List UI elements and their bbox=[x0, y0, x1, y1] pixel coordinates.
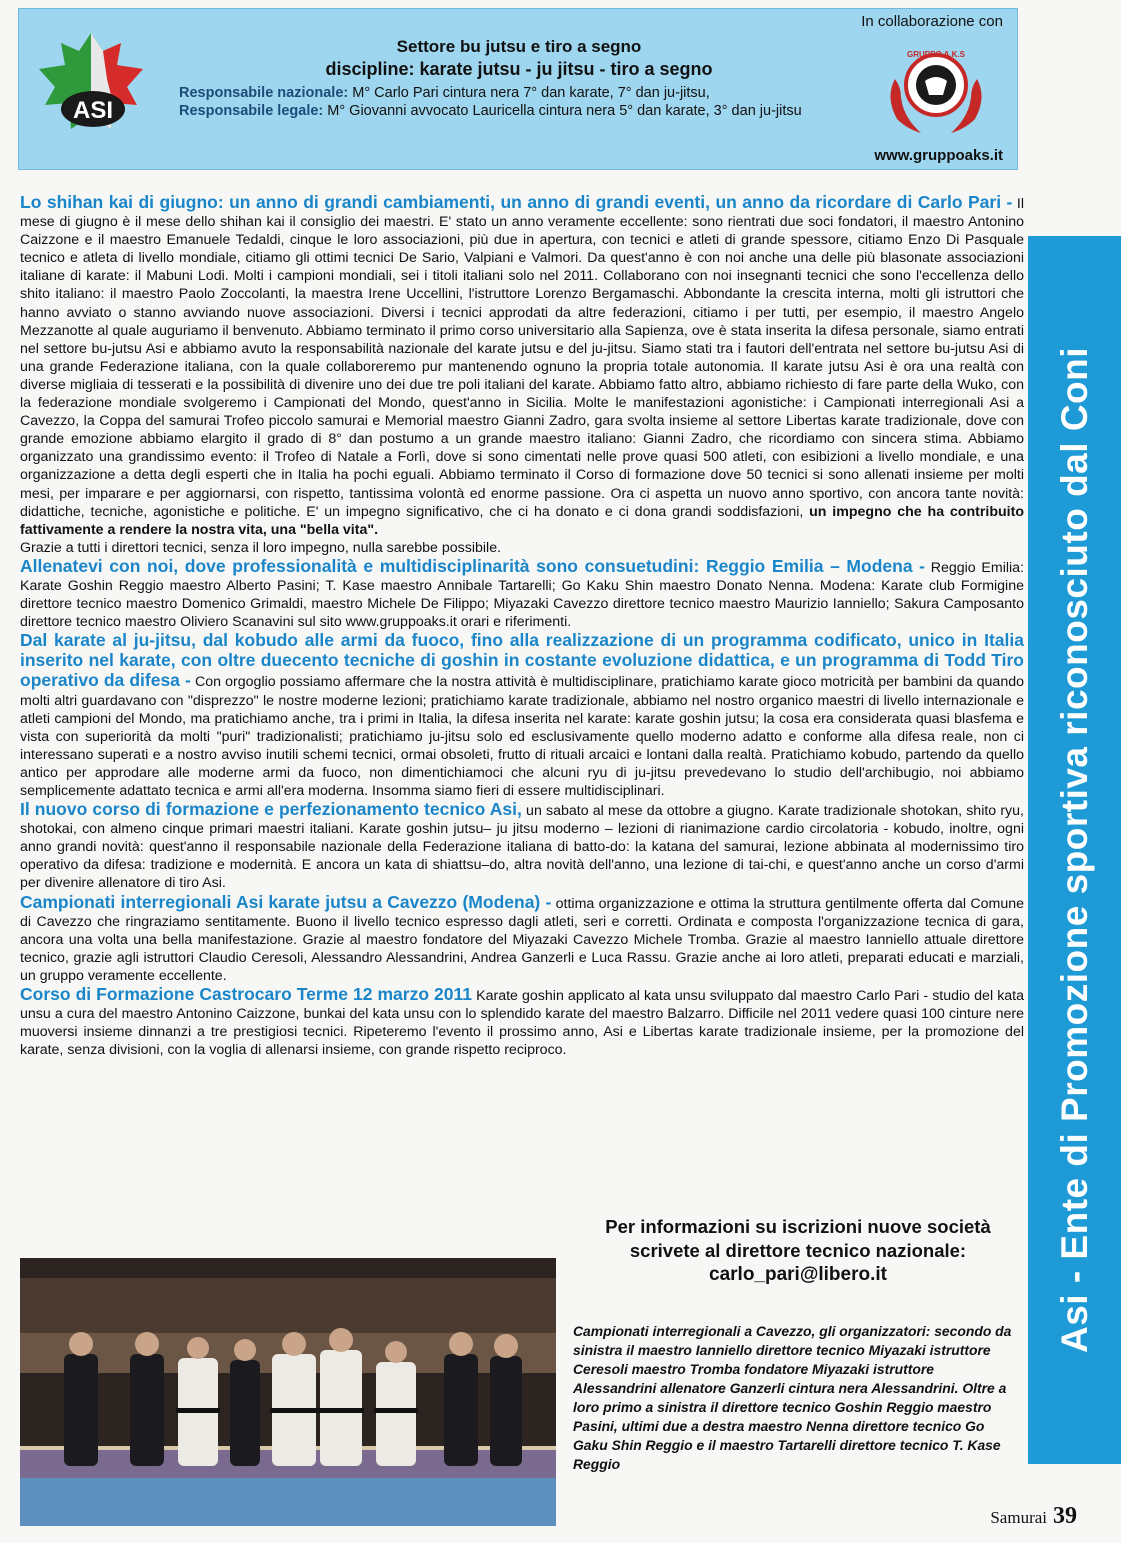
info-line-1: Per informazioni su iscrizioni nuove società bbox=[605, 1216, 991, 1237]
section-text: Karate goshin applicato al kata unsu sviluppato dal maestro Carlo Pari - studio del kata unsu a cura del maestro Antonino Caizzone, bunkai del kata unsu con lo splendido karate del maestro Balzarro. Difficile nel 2011 vedere quasi 100 cinture nere muoversi insieme dinnanzi a tre prestigiosi tecnici. Ripeteremo l'evento il prossimo anno, Asi e Libertas karate tradizionale insieme, per la promozione del karate, senza divisioni, con la voglia di allenarsi insieme, con grande rispetto reciproco. bbox=[20, 988, 1025, 1059]
resp-legale-label: Responsabile legale: bbox=[179, 103, 324, 119]
section-shihan-kai bbox=[20, 193, 1024, 539]
photo-caption: Campionati interregionali a Cavezzo, gli organizzatori: secondo da sinistra il maestro Ianniello direttore tecnico Miyazaki istruttore Ceresoli maestro Tromba fondatore Miyazaki istruttore Alessandrini allenatore Ganzerli cintura nera Alessandrini. Oltre a loro primo a sinistra il direttore tecnico Goshin Reggio maestro Pasini, ultimi due a destra maestro Nenna direttore tecnico Go Gaku Shin Reggio e il maestro Tartarelli direttore tecnico T. Kase Reggio bbox=[573, 1323, 1012, 1472]
section-campionati bbox=[20, 893, 1024, 985]
section-allenatevi bbox=[20, 557, 1024, 631]
header-disciplines: discipline: karate jutsu - ju jitsu - tiro a segno bbox=[325, 59, 713, 79]
side-band bbox=[1028, 236, 1121, 1464]
contact-email[interactable]: carlo_pari@libero.it bbox=[709, 1264, 887, 1285]
header-title: Settore bu jutsu e tiro a segno bbox=[396, 37, 642, 56]
info-line-2: scrivete al direttore tecnico nazionale: bbox=[629, 1240, 967, 1261]
resp-nazionale-text: M° Carlo Pari cintura nera 7° dan karate, 7° dan ju-jitsu, bbox=[352, 85, 710, 101]
magazine-name: Samurai bbox=[990, 1508, 1047, 1527]
section-heading: Corso di Formazione Castrocaro Terme 12 marzo 2011 bbox=[20, 984, 473, 1005]
svg-text:GRUPPO A.K.S: GRUPPO A.K.S bbox=[907, 50, 965, 59]
page-number: 39 bbox=[1053, 1503, 1077, 1529]
info-block bbox=[580, 1215, 1016, 1287]
section-text: Con orgoglio possiamo affermare che la nostra attività è multidisciplinare, pratichiamo karate gioco motricità per bambini da quando molti altri guardavano con "disprezzo" le nostre moderne lezioni; pratichiamo karate tradizionale, abbiamo nel nostro organico maestri di livello internazionale e atleti campioni del Mondo, ma pratichiamo anche, tra i primi in Italia, la difesa inserita nel karate: karate goshin jutsu; la cosa era considerata quasi blasfema e vista con superiorità da molti "puri" tradizionalisti; pratichiamo ju-jitsu solo ed esclusivamente quello moderno adatto e conforme alla difesa reale, non ci interessano superati e a nostro avviso inutili schemi tecnici, ormai obsoleti, frutto di rituali arcaici e lontani dalla realtà. Pratichiamo kobudo, partendo da quello antico per approdare alle moderne armi da fuoco, non dimentichiamoci che alcuni ryu di ju-jitsu prevedevano lo studio dell'archibugio, noi abbiamo semplicemente adattato tecnica e armi all'era moderna. Insomma siamo fieri di essere multidisciplinari. bbox=[20, 674, 1024, 799]
section-text: Il mese di giugno è il mese dello shihan kai il consiglio dei maestri. E' stato un anno veramente eccellente: sono rientrati due soci fondatori, il maestro Antonino Caizzone e il maestro Emanuele Tedaldi, cinque le loro associazioni, più due in apertura, con tecnici e atleti di grande spessore, citiamo Enzo Di Pasquale tecnico e atleta di livello mondiale, citiamo gli ottimi tecnici De Sario, Valpiani e Valmori. Da quest'anno è con noi anche una delle più blasonate associazioni italiane di karate: il Mabuni Lodi. Molti i campioni mondiali, sei i titoli italiani solo nel 2011. Collaborano con noi insegnanti tecnici che sono l'eccellenza dello shito italiano: il maestro Paolo Zoccolanti, la maestra Irene Uccellini, l'istruttore Lorenzo Bergamaschi. Abbondante la crescita interna, molti gli istruttori che hanno avviato o stanno avviando nuove associazioni. Diversi i tecnici approdati da altre federazioni, citiamo i per tutti, per esempio, il maestro Angelo Mezzanotte al quale auguriamo il benvenuto. Abbiamo terminato il primo corso universitario alla Sapienza, ove è stata inserita la difesa personale, siamo entrati nel settore bu-jutsu Asi e abbiamo avuto la responsabilità nazionale del karate jutsu e del ju-jitsu. Siamo stati tra i fautori dell'entrata nel settore bu-jutsu Asi di una grande Federazione italiana, con la quale collaboreremo pur mantenendo ognuno la propria totale autonomia. Il karate jutsu Asi è ora una realtà con diverse migliaia di tesserati e la possibilità di divenire uno dei due tre poli italiani del karate. Abbiamo fatto altro, abbiamo richiesto di fare parte della Wuko, con la federazione mondiale svolgeremo i Campionati del Mondo, quest'anno in Sicilia. Molte le manifestazioni agonistiche: i Campionati interregionali Asi a Cavezzo, la Coppa del samurai Trofeo piccolo samurai e Memorial maestro Gianni Zadro, gara svolta insieme al settore Libertas karate tradizionale, dove con grande emozione abbiamo elargito il grado di 8° dan postumo a un grande maestro italiano: Gianni Zadro, che ricordiamo con sincera stima. Abbiamo organizzato una grandissimo evento: il Trofeo di Natale a Forlì, dove si sono cimentati nelle prove quasi 500 atleti, con esibizioni a livello mondiale, e una organizzazione a detta degli esperti che in Italia ha pochi eguali. Abbiamo terminato il Corso di formazione dove 50 tecnici si sono allenati insieme per molti mesi, per imparare e per aggiornarsi, con rispetto, tantissima volontà ed enorme passione. Ora ci aspetta un nuovo anno sportivo, con ancora tante novità: didattiche, tecniche, agonistiche e politiche. E' un impegno significativo, che ci ha donato e ci dona grandi soddisfazioni, bbox=[20, 196, 1024, 520]
resp-nazionale-label: Responsabile nazionale: bbox=[179, 85, 349, 101]
page-footer bbox=[990, 1503, 1077, 1530]
section-karate-jujitsu bbox=[20, 631, 1024, 800]
section-castrocaro bbox=[20, 985, 1024, 1059]
section-heading: Il nuovo corso di formazione e perfezionamento tecnico Asi, bbox=[20, 799, 522, 820]
article-body bbox=[20, 193, 1024, 1059]
resp-nazionale bbox=[179, 85, 710, 101]
section-heading: Lo shihan kai di giugno: un anno di grandi cambiamenti, un anno di grandi eventi, un anno da ricordare di Carlo Pari - bbox=[20, 192, 1013, 212]
section-nuovo-corso bbox=[20, 800, 1024, 892]
section-heading: Campionati interregionali Asi karate jutsu a Cavezzo (Modena) - bbox=[20, 891, 552, 912]
header-box bbox=[18, 8, 1018, 170]
asi-logo bbox=[33, 29, 151, 141]
section-text: Reggio Emilia: Karate Goshin Reggio maestro Alberto Pasini; T. Kase maestro Annibale Tartarelli; Go Kaku Shin maestro Donato Nenna. Modena: Karate club Formigine direttore tecnico maestro Domenico Grimaldi, maestro Michele De Filippo; Miyazaki Cavezzo direttore tecnico maestro Maurizio Ianniello; Sakura Camposanto direttore tecnico maestro Oliviero Scanavini sul sito www.gruppoaks.it orari e riferimenti. bbox=[20, 559, 1024, 631]
section-heading: Dal karate al ju-jitsu, dal kobudo alle armi da fuoco, fino alla realizzazione di un programma codificato, unico in Italia inserito nel karate, con oltre duecento tecniche di goshin in costante evoluzione didattica, e un programma di Todd Tiro operativo da difesa - bbox=[20, 630, 1024, 691]
section-thanks: Grazie a tutti i direttori tecnici, senza il loro impegno, nulla sarebbe possibile. bbox=[20, 539, 502, 556]
side-band-text: Asi - Ente di Promozione sportiva riconosciuto dal Coni bbox=[1053, 346, 1095, 1354]
resp-legale bbox=[179, 103, 802, 119]
website-link[interactable]: www.gruppoaks.it bbox=[874, 147, 1003, 164]
section-emphasis: un impegno che ha contribuito fattivamente a rendere la nostra vita, una "bella vita". bbox=[20, 503, 1024, 538]
collaboration-label: In collaborazione con bbox=[861, 13, 1003, 30]
section-heading: Allenatevi con noi, dove professionalità e multidisciplinarità sono consuetudini: Reggio Emilia – Modena - bbox=[20, 555, 926, 576]
resp-legale-text: M° Giovanni avvocato Lauricella cintura nera 5° dan karate, 3° dan ju-jitsu bbox=[327, 103, 802, 119]
section-text: un sabato al mese da ottobre a giugno. Karate tradizionale shotokan, shito ryu, shotokai, con almeno cinque primari maestri italiani. Karate goshin jutsu– ju jitsu moderno – lezioni di rianimazione cardio circolatoria - kobudo, inoltre, ogni anno grandi novità: quest'anno il responsabile nazionale della Federazione italiana di batto-do: la katana del samurai, lezione abbinata al modernissimo tiro operativo da difesa: tradizione e modernità. E ancora un kata di shiattsu–do, altra novità dell'anno, una lezione di tai-chi, e quest'anno anche un corso d'armi per divenire allenatore di tiro Asi. bbox=[20, 803, 1024, 892]
section-text: ottima organizzazione e ottima la struttura gentilmente offerta dal Comune di Cavezzo che ringraziamo sentitamente. Buono il livello tecnico espresso dagli atleti, seri e corretti. Ordinata e composta l'organizzazione tecnica di gara, ancora una volta una bella manifestazione. Grazie al maestro fondatore del Miyazaki Cavezzo Michele Tromba. Grazie al maestro Ianniello attuale direttore tecnico, grazie agli istruttori Claudio Ceresoli, Alessandro Alessandrini, Andrea Ganzerli e Luca Rassu. Grazie anche ai loro atleti, preparati educati e marziali, un gruppo veramente eccellente. bbox=[20, 895, 1025, 984]
group-photo-illustration bbox=[20, 1258, 556, 1526]
group-photo bbox=[20, 1258, 556, 1526]
svg-text:ASI: ASI bbox=[72, 97, 114, 124]
aks-logo bbox=[881, 39, 991, 139]
